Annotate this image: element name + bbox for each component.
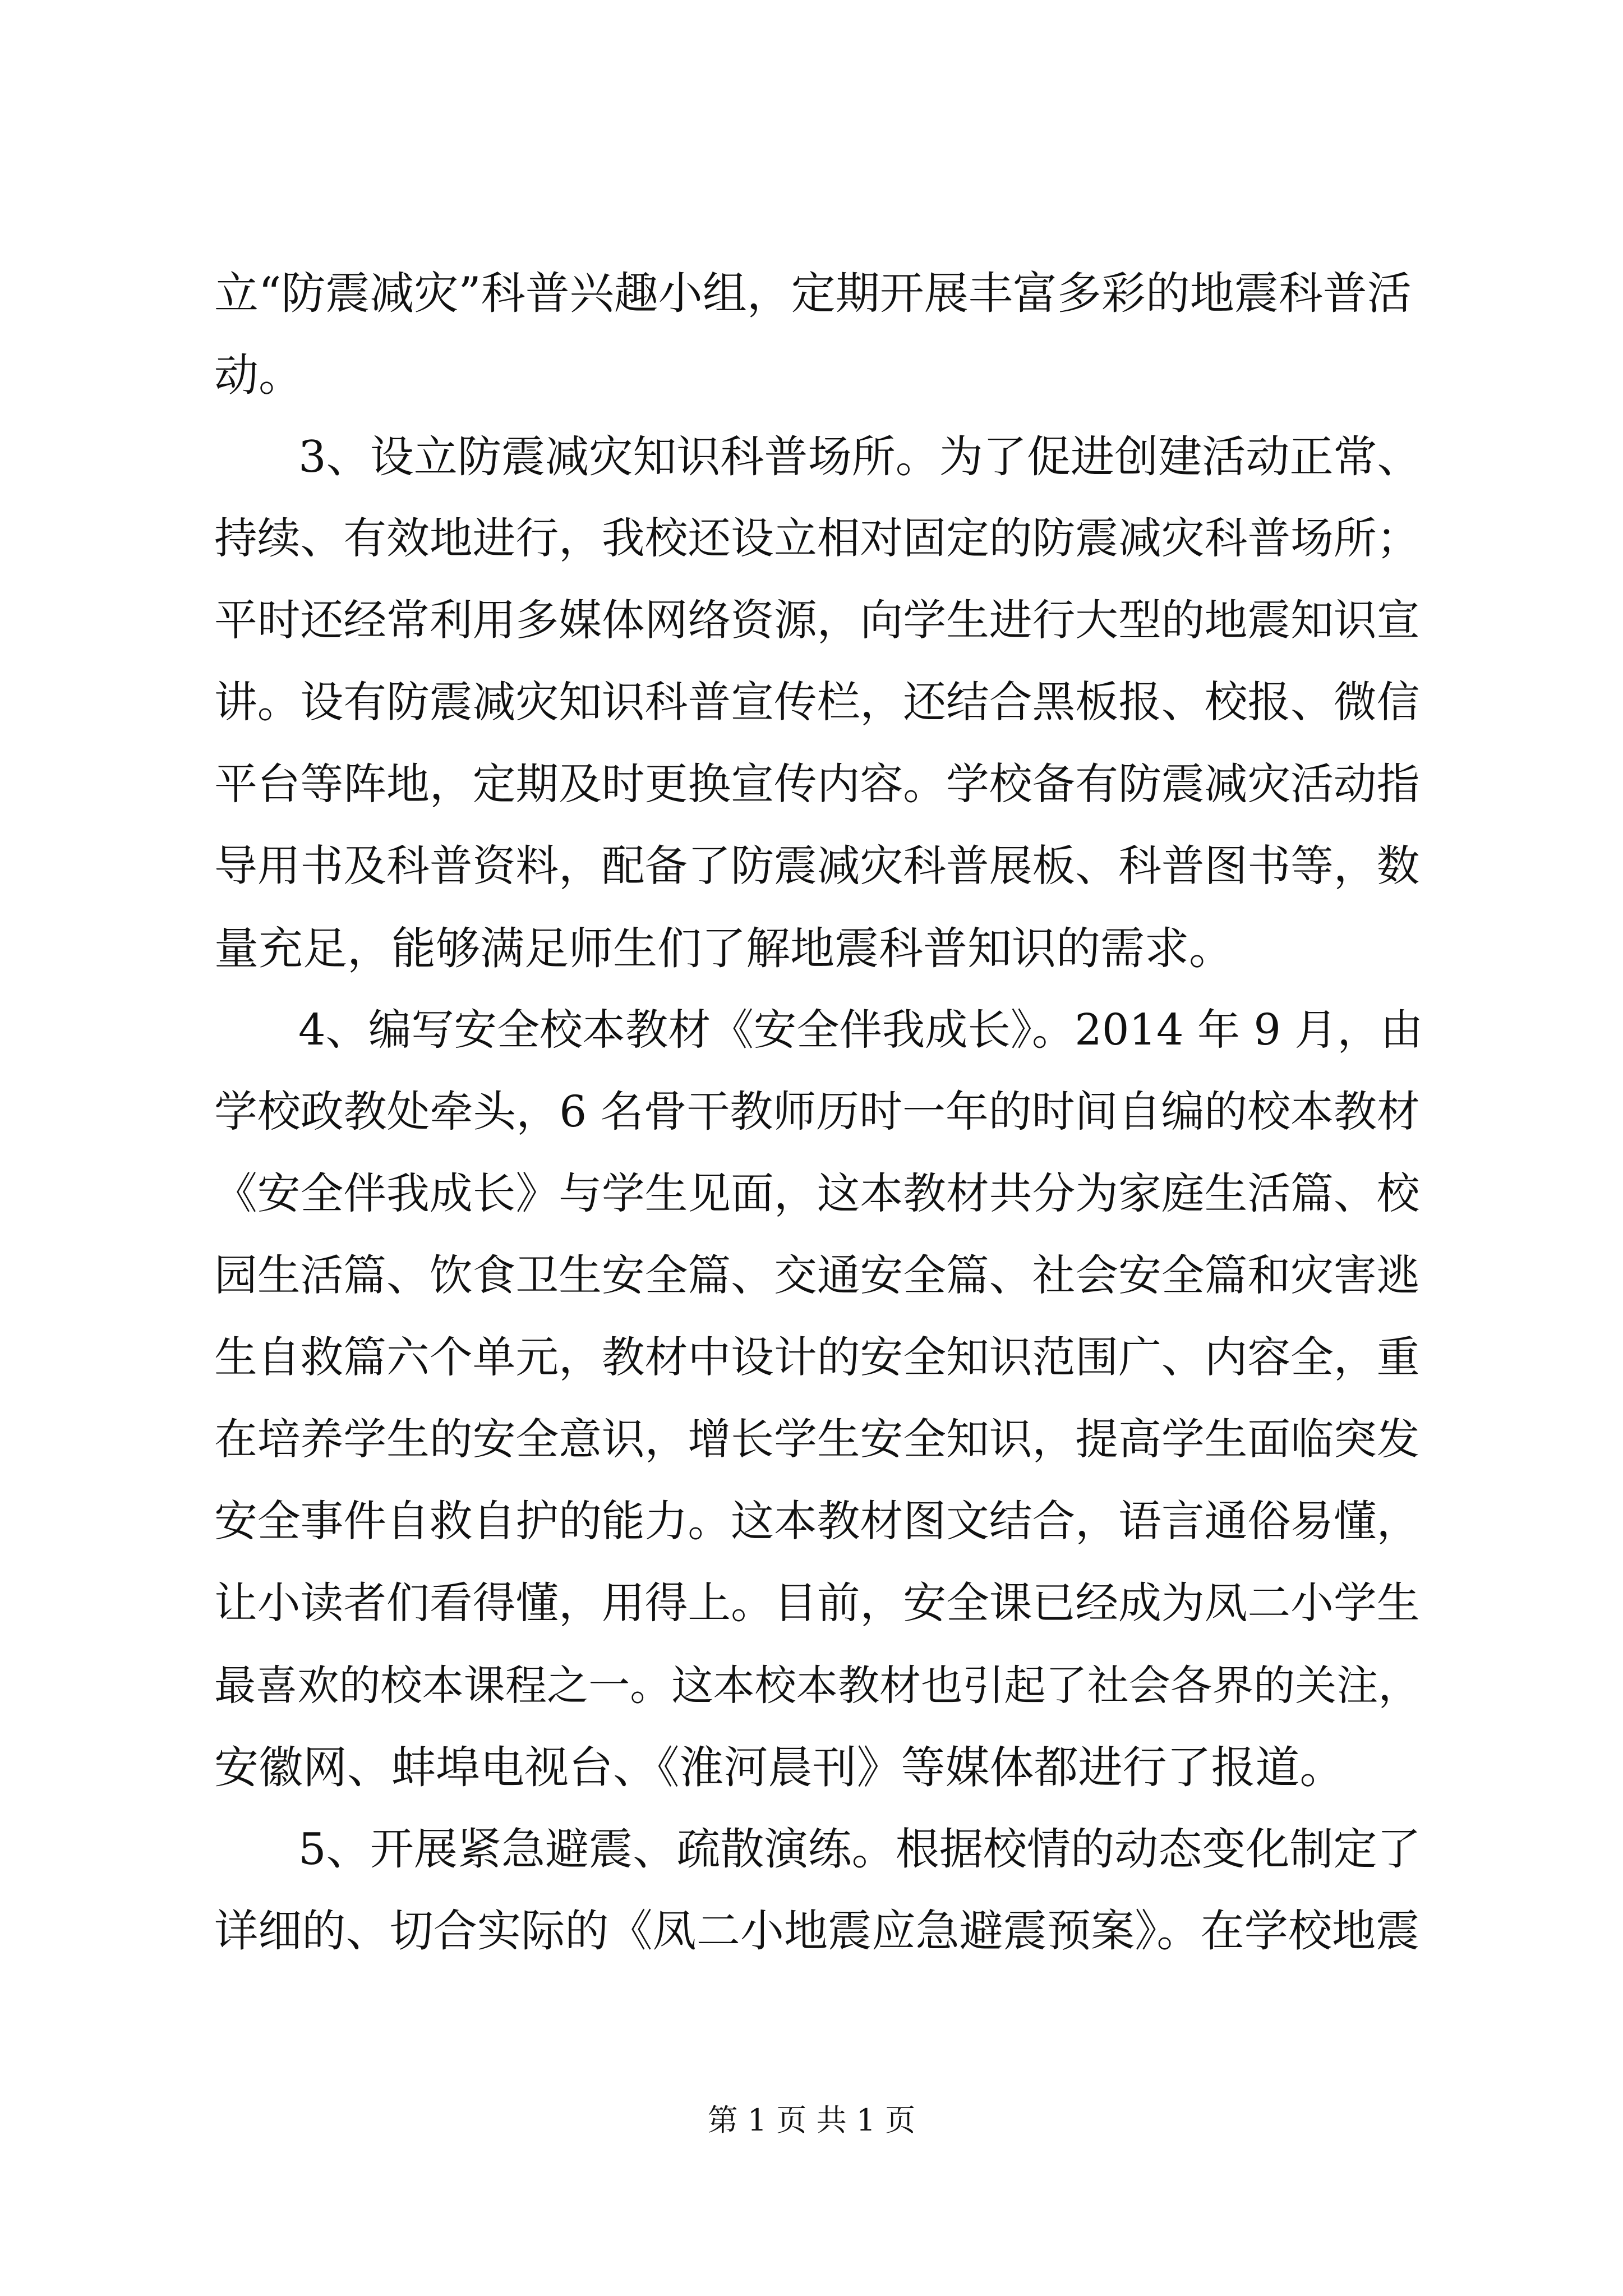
text-line: 让小读者们看得懂，用得上。目前，安全课已经成为凤二小学生 (214, 1579, 1420, 1628)
text-line: 学校政教处牵头，6 名骨干教师历时一年的时间自编的校本教材 (214, 1087, 1420, 1137)
text-line: 3、设立防震减灾知识科普场所。为了促进创建活动正常、 (298, 432, 1421, 482)
text-line: 安徽网、蚌埠电视台、《淮河晨刊》等媒体都进行了报道。 (214, 1742, 1344, 1793)
text-line: 动。 (214, 349, 303, 401)
text-line: 4、编写安全校本教材《安全伴我成长》。2014 年 9 月，由 (298, 1005, 1423, 1055)
text-line: 讲。设有防震减灾知识科普宣传栏，还结合黑板报、校报、微信 (214, 678, 1420, 728)
text-line: 最喜欢的校本课程之一。这本校本教材也引起了社会各界的关注， (214, 1662, 1420, 1710)
text-line: 立“防震减灾”科普兴趣小组，定期开展丰富多彩的地震科普活 (214, 268, 1412, 319)
text-line: 在培养学生的安全意识，增长学生安全知识，提高学生面临突发 (214, 1415, 1420, 1465)
document-body (214, 252, 1423, 1972)
text-line: 持续、有效地进行，我校还设立相对固定的防震减灾科普场所； (214, 514, 1420, 564)
text-line: 安全事件自救自护的能力。这本教材图文结合，语言通俗易懂， (214, 1497, 1420, 1547)
text-line: 生自救篇六个单元，教材中设计的安全知识范围广、内容全，重 (214, 1333, 1420, 1383)
text-line: 详细的、切合实际的《凤二小地震应急避震预案》。在学校地震 (214, 1906, 1420, 1957)
text-line: 5、开展紧急避震、疏散演练。根据校情的动态变化制定了 (298, 1824, 1421, 1875)
text-line: 园生活篇、饮食卫生安全篇、交通安全篇、社会安全篇和灾害逃 (214, 1251, 1420, 1301)
text-line: 量充足，能够满足师生们了解地震科普知识的需求。 (214, 923, 1233, 974)
page-footer: 第 1 页 共 1 页 (707, 2102, 916, 2138)
text-line: 导用书及科普资料，配备了防震减灾科普展板、科普图书等，数 (214, 841, 1420, 891)
text-line: 平台等阵地，定期及时更换宣传内容。学校备有防震减灾活动指 (214, 760, 1420, 809)
text-line: 平时还经常利用多媒体网络资源，向学生进行大型的地震知识宣 (214, 596, 1420, 646)
text-line: 《安全伴我成长》与学生见面，这本教材共分为家庭生活篇、校 (214, 1169, 1420, 1219)
